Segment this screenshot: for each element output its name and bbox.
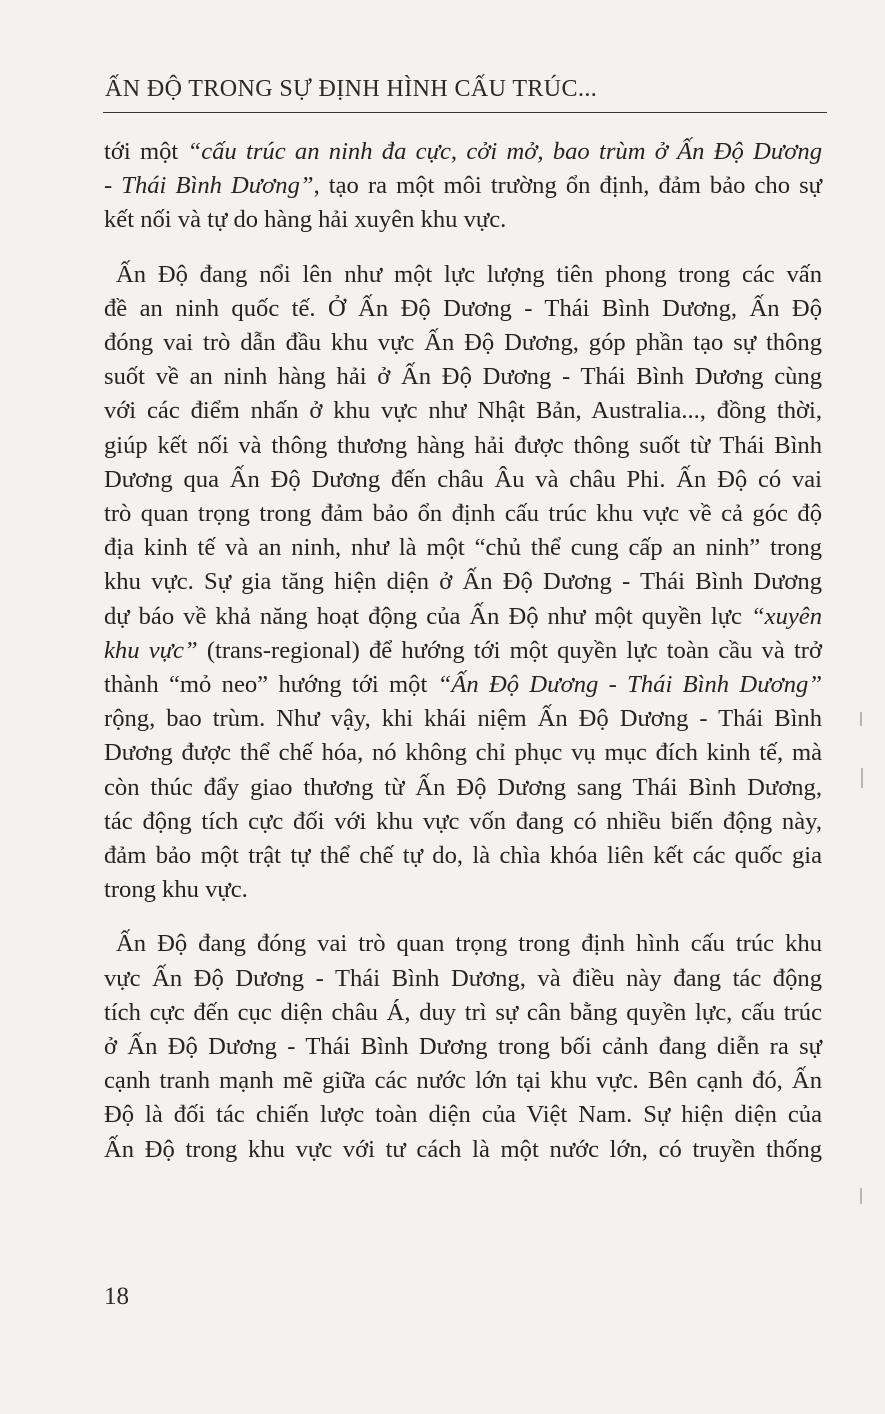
text-line: rộng, bao trùm. Như vậy, khi khái niệm Ấn Độ Dương - Thái Bình (104, 705, 822, 733)
text-line: với các điểm nhấn ở khu vực như Nhật Bản, Australia..., đồng thời, (104, 397, 822, 425)
paragraph-1 (104, 135, 822, 238)
text-line: trò quan trọng trong đảm bảo ổn định cấu trúc khu vực về cả góc độ (104, 500, 822, 528)
text-line: suốt về an ninh hàng hải ở Ấn Độ Dương - Thái Bình Dương cùng (104, 363, 822, 391)
text-line: Dương được thể chế hóa, nó không chỉ phục vụ mục đích kinh tế, mà (104, 739, 822, 767)
text-line: kết nối và tự do hàng hải xuyên khu vực. (104, 206, 507, 234)
text-line: dự báo về khả năng hoạt động của Ấn Độ như một quyền lực “xuyên (104, 602, 822, 630)
scan-edge-mark (861, 768, 863, 788)
text-line: Dương qua Ấn Độ Dương đến châu Âu và châu Phi. Ấn Độ có vai (104, 465, 822, 493)
page-number: 18 (104, 1283, 129, 1310)
paragraph-3 (104, 927, 822, 1166)
italic-phrase: - Thái Bình Dương” (104, 172, 314, 200)
text-line: cạnh tranh mạnh mẽ giữa các nước lớn tại khu vực. Bên cạnh đó, Ấn (104, 1067, 822, 1095)
italic-phrase: “xuyên (750, 602, 822, 630)
text-line: đề an ninh quốc tế. Ở Ấn Độ Dương - Thái Bình Dương, Ấn Độ (104, 294, 822, 322)
text-line: giúp kết nối và thông thương hàng hải được thông suốt từ Thái Bình (104, 431, 822, 459)
body-text (104, 135, 822, 1187)
text-line: thành “mỏ neo” hướng tới một “Ấn Độ Dương - Thái Bình Dương” (104, 671, 822, 699)
italic-phrase: “cấu trúc an ninh đa cực, cởi mở, bao trùm ở Ấn Độ Dương (187, 138, 822, 165)
text-line: trong khu vực. (104, 876, 248, 904)
scan-edge-mark (860, 1188, 862, 1204)
text-line: vực Ấn Độ Dương - Thái Bình Dương, và điều này đang tác động (104, 964, 822, 992)
text-line: Ấn Độ đang nổi lên như một lực lượng tiên phong trong các vấn (116, 260, 822, 288)
text-line: đảm bảo một trật tự thể chế tự do, là chìa khóa liên kết các quốc gia (104, 842, 822, 870)
text-line: ở Ấn Độ Dương - Thái Bình Dương trong bối cảnh đang diễn ra sự (104, 1033, 822, 1061)
text-line: Ấn Độ đang đóng vai trò quan trọng trong định hình cấu trúc khu (116, 930, 822, 958)
text-line: Độ là đối tác chiến lược toàn diện của Việt Nam. Sự hiện diện của (104, 1101, 822, 1129)
scan-edge-mark (860, 712, 862, 726)
header-rule (103, 112, 827, 113)
text-line: địa kinh tế và an ninh, như là một “chủ thể cung cấp an ninh” trong (104, 534, 822, 562)
text-line: đóng vai trò dẫn đầu khu vực Ấn Độ Dương, góp phần tạo sự thông (104, 329, 822, 357)
text-line: khu vực” (trans-regional) để hướng tới một quyền lực toàn cầu và trở (104, 636, 822, 664)
text-line: tích cực đến cục diện châu Á, duy trì sự cân bằng quyền lực, cấu trúc (104, 998, 822, 1026)
paragraph-2 (104, 258, 822, 908)
italic-phrase: “Ấn Độ Dương - Thái Bình Dương” (437, 671, 822, 699)
italic-phrase: khu vực” (104, 636, 198, 664)
text-line: tới một “cấu trúc an ninh đa cực, cởi mở, bao trùm ở Ấn Độ Dương (104, 138, 822, 165)
text-line: Ấn Độ trong khu vực với tư cách là một nước lớn, có truyền thống (104, 1135, 822, 1163)
text-line: còn thúc đẩy giao thương từ Ấn Độ Dương sang Thái Bình Dương, (104, 773, 822, 801)
text-line: tác động tích cực đối với khu vực vốn đang có nhiều biến động này, (104, 807, 822, 835)
running-head: ẤN ĐỘ TRONG SỰ ĐỊNH HÌNH CẤU TRÚC... (105, 76, 598, 102)
text-line: - Thái Bình Dương”, tạo ra một môi trường ổn định, đảm bảo cho sự (104, 172, 822, 200)
text-line: khu vực. Sự gia tăng hiện diện ở Ấn Độ Dương - Thái Bình Dương (104, 568, 822, 596)
